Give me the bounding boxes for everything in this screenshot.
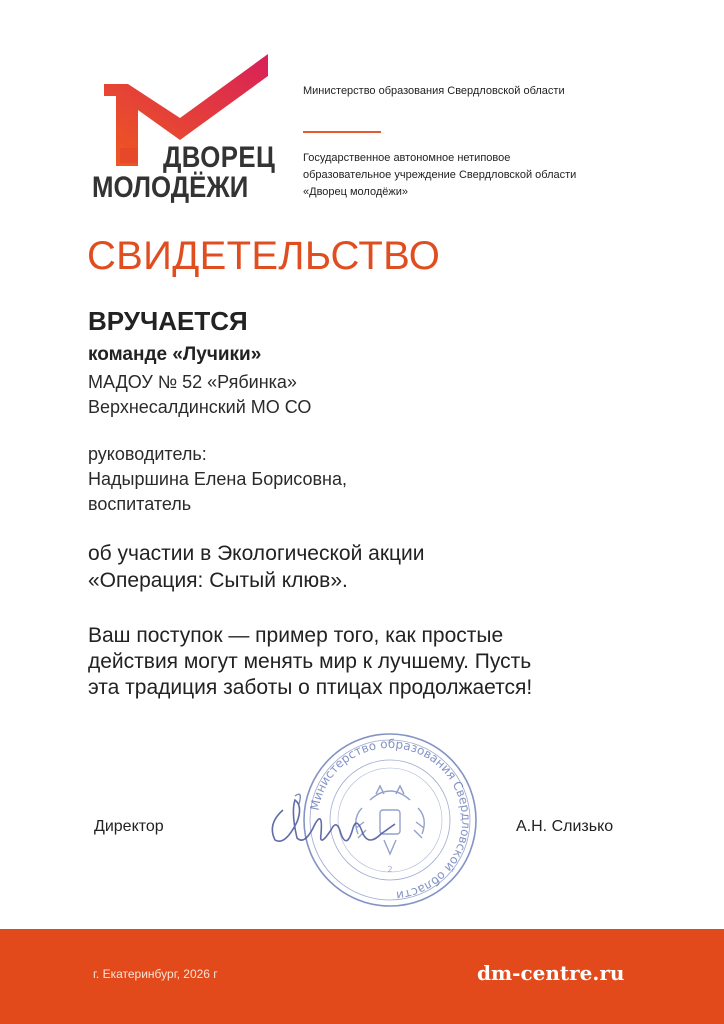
closing-message — [88, 623, 648, 701]
footer-city-year: г. Екатеринбург, 2026 г — [93, 967, 218, 981]
institution-line: Государственное автономное нетиповое — [303, 152, 511, 164]
footer-website: dm-centre.ru — [477, 961, 625, 985]
message-line: действия могут менять мир к лучшему. Пусть — [88, 650, 532, 673]
seal-text: Министерство образования Свердловской области — [307, 736, 474, 903]
header-divider — [303, 131, 381, 133]
svg-text:2: 2 — [387, 865, 393, 874]
participation-text: об участии в Экологической акции — [88, 542, 425, 565]
leader-role: воспитатель — [88, 494, 192, 514]
director-title: Директор — [94, 818, 164, 835]
logo — [88, 48, 288, 208]
message-line: Ваш поступок — пример того, как простые — [88, 624, 504, 647]
logo-text-line1: ДВОРЕЦ — [163, 141, 276, 174]
awarded-heading: ВРУЧАЕТСЯ — [88, 306, 248, 336]
logo-text-line2: МОЛОДЁЖИ — [92, 171, 249, 204]
organization-name: МАДОУ № 52 «Рябинка» — [88, 372, 297, 392]
institution-line: образовательное учреждение Свердловской области — [303, 169, 577, 181]
leader-label: руководитель: — [88, 444, 207, 464]
footer-bar — [0, 929, 724, 1024]
ministry-name: Министерство образования Свердловской области — [303, 85, 565, 97]
message-line: эта традиция заботы о птицах продолжается! — [88, 676, 533, 699]
team-name: команде «Лучики» — [88, 344, 262, 365]
institution-line: «Дворец молодёжи» — [303, 186, 409, 198]
director-signature — [255, 770, 405, 860]
leader-name: Надыршина Елена Борисовна, — [88, 469, 347, 489]
institution-name — [303, 150, 633, 201]
certificate-title: СВИДЕТЕЛЬСТВО — [87, 234, 441, 278]
director-name: А.Н. Слизько — [516, 818, 614, 835]
district-name: Верхнесалдинский МО СО — [88, 397, 312, 417]
event-name: «Операция: Сытый клюв». — [88, 569, 348, 592]
